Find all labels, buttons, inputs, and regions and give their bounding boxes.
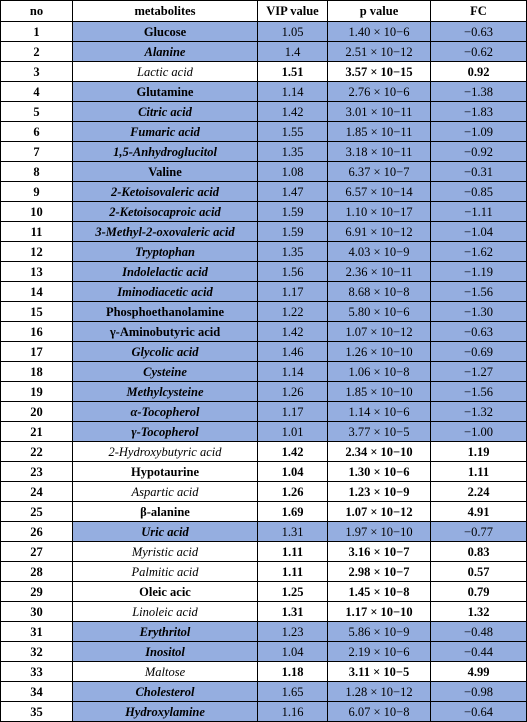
row-number-cell: 19 [1, 382, 73, 402]
vip-value-cell: 1.05 [258, 22, 328, 42]
header-metabolites: metabolites [73, 1, 258, 22]
vip-value-cell: 1.26 [258, 382, 328, 402]
vip-value-cell: 1.59 [258, 222, 328, 242]
fc-value-cell: −1.56 [431, 282, 527, 302]
vip-value-cell: 1.51 [258, 62, 328, 82]
metabolite-name-cell: Maltose [73, 662, 258, 682]
p-value-cell: 3.18 × 10−11 [328, 142, 431, 162]
table-row [1, 522, 527, 542]
fc-value-cell: −1.11 [431, 202, 527, 222]
vip-value-cell: 1.18 [258, 662, 328, 682]
row-number-cell: 18 [1, 362, 73, 382]
table-row [1, 82, 527, 102]
p-value-cell: 2.36 × 10−11 [328, 262, 431, 282]
fc-value-cell: 4.91 [431, 502, 527, 522]
p-value-cell: 2.76 × 10−6 [328, 82, 431, 102]
row-number-cell: 30 [1, 602, 73, 622]
table-row [1, 502, 527, 522]
vip-value-cell: 1.26 [258, 482, 328, 502]
table-row [1, 362, 527, 382]
fc-value-cell: −1.62 [431, 242, 527, 262]
table-row [1, 162, 527, 182]
metabolite-name-cell: Cysteine [73, 362, 258, 382]
vip-value-cell: 1.56 [258, 262, 328, 282]
row-number-cell: 26 [1, 522, 73, 542]
fc-value-cell: −0.31 [431, 162, 527, 182]
row-number-cell: 15 [1, 302, 73, 322]
table-row [1, 202, 527, 222]
header-no: no [1, 1, 73, 22]
p-value-cell: 1.85 × 10−10 [328, 382, 431, 402]
metabolite-name-cell: Hypotaurine [73, 462, 258, 482]
vip-value-cell: 1.16 [258, 702, 328, 722]
p-value-cell: 2.51 × 10−12 [328, 42, 431, 62]
fc-value-cell: −1.00 [431, 422, 527, 442]
p-value-cell: 6.57 × 10−14 [328, 182, 431, 202]
table-row [1, 582, 527, 602]
p-value-cell: 1.30 × 10−6 [328, 462, 431, 482]
p-value-cell: 4.03 × 10−9 [328, 242, 431, 262]
table-row [1, 102, 527, 122]
table-row [1, 542, 527, 562]
p-value-cell: 1.85 × 10−11 [328, 122, 431, 142]
fc-value-cell: 1.32 [431, 602, 527, 622]
metabolite-name-cell: 3-Methyl-2-oxovaleric acid [73, 222, 258, 242]
p-value-cell: 3.01 × 10−11 [328, 102, 431, 122]
p-value-cell: 2.19 × 10−6 [328, 642, 431, 662]
row-number-cell: 20 [1, 402, 73, 422]
p-value-cell: 2.98 × 10−7 [328, 562, 431, 582]
metabolite-name-cell: Alanine [73, 42, 258, 62]
table-row [1, 322, 527, 342]
metabolite-name-cell: Uric acid [73, 522, 258, 542]
row-number-cell: 7 [1, 142, 73, 162]
fc-value-cell: −0.44 [431, 642, 527, 662]
table-row [1, 22, 527, 42]
row-number-cell: 16 [1, 322, 73, 342]
metabolite-name-cell: Phosphoethanolamine [73, 302, 258, 322]
metabolite-name-cell: Glycolic acid [73, 342, 258, 362]
vip-value-cell: 1.47 [258, 182, 328, 202]
vip-value-cell: 1.14 [258, 82, 328, 102]
metabolite-name-cell: Citric acid [73, 102, 258, 122]
fc-value-cell: 1.19 [431, 442, 527, 462]
vip-value-cell: 1.42 [258, 442, 328, 462]
row-number-cell: 35 [1, 702, 73, 722]
vip-value-cell: 1.11 [258, 542, 328, 562]
row-number-cell: 32 [1, 642, 73, 662]
p-value-cell: 6.91 × 10−12 [328, 222, 431, 242]
vip-value-cell: 1.17 [258, 402, 328, 422]
table-row [1, 402, 527, 422]
table-row [1, 462, 527, 482]
fc-value-cell: 0.83 [431, 542, 527, 562]
row-number-cell: 6 [1, 122, 73, 142]
fc-value-cell: −0.64 [431, 702, 527, 722]
fc-value-cell: −0.69 [431, 342, 527, 362]
row-number-cell: 1 [1, 22, 73, 42]
table-row [1, 562, 527, 582]
metabolite-name-cell: Cholesterol [73, 682, 258, 702]
table-row [1, 702, 527, 722]
table-row [1, 142, 527, 162]
fc-value-cell: −1.38 [431, 82, 527, 102]
row-number-cell: 27 [1, 542, 73, 562]
fc-value-cell: −0.92 [431, 142, 527, 162]
metabolite-name-cell: Inositol [73, 642, 258, 662]
row-number-cell: 24 [1, 482, 73, 502]
row-number-cell: 34 [1, 682, 73, 702]
fc-value-cell: −0.85 [431, 182, 527, 202]
metabolite-name-cell: Methylcysteine [73, 382, 258, 402]
vip-value-cell: 1.23 [258, 622, 328, 642]
metabolite-name-cell: Glutamine [73, 82, 258, 102]
table-row [1, 282, 527, 302]
fc-value-cell: −0.63 [431, 322, 527, 342]
header-fc: FC [431, 1, 527, 22]
table-row [1, 122, 527, 142]
table-row [1, 62, 527, 82]
p-value-cell: 3.16 × 10−7 [328, 542, 431, 562]
table-row [1, 342, 527, 362]
p-value-cell: 1.10 × 10−17 [328, 202, 431, 222]
vip-value-cell: 1.35 [258, 242, 328, 262]
table-row [1, 642, 527, 662]
row-number-cell: 8 [1, 162, 73, 182]
p-value-cell: 1.14 × 10−6 [328, 402, 431, 422]
vip-value-cell: 1.35 [258, 142, 328, 162]
p-value-cell: 3.11 × 10−5 [328, 662, 431, 682]
fc-value-cell: −1.32 [431, 402, 527, 422]
p-value-cell: 6.37 × 10−7 [328, 162, 431, 182]
table-row [1, 422, 527, 442]
metabolite-name-cell: Palmitic acid [73, 562, 258, 582]
fc-value-cell: −1.04 [431, 222, 527, 242]
vip-value-cell: 1.55 [258, 122, 328, 142]
p-value-cell: 1.45 × 10−8 [328, 582, 431, 602]
p-value-cell: 6.07 × 10−8 [328, 702, 431, 722]
row-number-cell: 28 [1, 562, 73, 582]
row-number-cell: 23 [1, 462, 73, 482]
vip-value-cell: 1.42 [258, 102, 328, 122]
fc-value-cell: −1.56 [431, 382, 527, 402]
table-row [1, 622, 527, 642]
fc-value-cell: −1.30 [431, 302, 527, 322]
row-number-cell: 14 [1, 282, 73, 302]
fc-value-cell: −0.63 [431, 22, 527, 42]
fc-value-cell: 2.24 [431, 482, 527, 502]
table-row [1, 382, 527, 402]
row-number-cell: 22 [1, 442, 73, 462]
metabolite-name-cell: β-alanine [73, 502, 258, 522]
fc-value-cell: −0.48 [431, 622, 527, 642]
vip-value-cell: 1.22 [258, 302, 328, 322]
p-value-cell: 1.26 × 10−10 [328, 342, 431, 362]
fc-value-cell: 0.79 [431, 582, 527, 602]
header-vip-value: VIP value [258, 1, 328, 22]
metabolite-name-cell: 2-Ketoisocaproic acid [73, 202, 258, 222]
vip-value-cell: 1.4 [258, 42, 328, 62]
p-value-cell: 1.28 × 10−12 [328, 682, 431, 702]
fc-value-cell: 4.99 [431, 662, 527, 682]
vip-value-cell: 1.01 [258, 422, 328, 442]
fc-value-cell: 0.57 [431, 562, 527, 582]
vip-value-cell: 1.65 [258, 682, 328, 702]
metabolite-name-cell: 2-Ketoisovaleric acid [73, 182, 258, 202]
table-row [1, 442, 527, 462]
row-number-cell: 5 [1, 102, 73, 122]
metabolite-name-cell: Hydroxylamine [73, 702, 258, 722]
metabolite-name-cell: Indolelactic acid [73, 262, 258, 282]
vip-value-cell: 1.42 [258, 322, 328, 342]
table-row [1, 682, 527, 702]
p-value-cell: 1.17 × 10−10 [328, 602, 431, 622]
row-number-cell: 13 [1, 262, 73, 282]
row-number-cell: 3 [1, 62, 73, 82]
fc-value-cell: −1.83 [431, 102, 527, 122]
p-value-cell: 2.34 × 10−10 [328, 442, 431, 462]
metabolite-name-cell: γ-Aminobutyric acid [73, 322, 258, 342]
metabolite-name-cell: Aspartic acid [73, 482, 258, 502]
fc-value-cell: −1.19 [431, 262, 527, 282]
fc-value-cell: −0.98 [431, 682, 527, 702]
header-p-value: p value [328, 1, 431, 22]
table-row [1, 222, 527, 242]
row-number-cell: 10 [1, 202, 73, 222]
row-number-cell: 4 [1, 82, 73, 102]
table-row [1, 302, 527, 322]
vip-value-cell: 1.59 [258, 202, 328, 222]
p-value-cell: 1.07 × 10−12 [328, 322, 431, 342]
p-value-cell: 1.40 × 10−6 [328, 22, 431, 42]
vip-value-cell: 1.25 [258, 582, 328, 602]
header-row [1, 1, 527, 22]
row-number-cell: 21 [1, 422, 73, 442]
table-row [1, 42, 527, 62]
vip-value-cell: 1.04 [258, 642, 328, 662]
row-number-cell: 25 [1, 502, 73, 522]
metabolite-name-cell: Iminodiacetic acid [73, 282, 258, 302]
metabolite-name-cell: α-Tocopherol [73, 402, 258, 422]
vip-value-cell: 1.17 [258, 282, 328, 302]
p-value-cell: 1.07 × 10−12 [328, 502, 431, 522]
table-row [1, 182, 527, 202]
fc-value-cell: −0.77 [431, 522, 527, 542]
fc-value-cell: −1.09 [431, 122, 527, 142]
p-value-cell: 1.06 × 10−8 [328, 362, 431, 382]
row-number-cell: 12 [1, 242, 73, 262]
vip-value-cell: 1.46 [258, 342, 328, 362]
fc-value-cell: 0.92 [431, 62, 527, 82]
p-value-cell: 1.23 × 10−9 [328, 482, 431, 502]
table-row [1, 242, 527, 262]
metabolite-name-cell: γ-Tocopherol [73, 422, 258, 442]
table-row [1, 262, 527, 282]
row-number-cell: 11 [1, 222, 73, 242]
metabolite-name-cell: Fumaric acid [73, 122, 258, 142]
vip-value-cell: 1.31 [258, 602, 328, 622]
vip-value-cell: 1.04 [258, 462, 328, 482]
table-row [1, 602, 527, 622]
fc-value-cell: −0.62 [431, 42, 527, 62]
p-value-cell: 5.86 × 10−9 [328, 622, 431, 642]
metabolite-name-cell: Valine [73, 162, 258, 182]
vip-value-cell: 1.31 [258, 522, 328, 542]
vip-value-cell: 1.14 [258, 362, 328, 382]
row-number-cell: 31 [1, 622, 73, 642]
metabolite-name-cell: Linoleic acid [73, 602, 258, 622]
metabolite-name-cell: 1,5-Anhydroglucitol [73, 142, 258, 162]
metabolite-name-cell: Tryptophan [73, 242, 258, 262]
metabolite-name-cell: Glucose [73, 22, 258, 42]
metabolite-name-cell: Erythritol [73, 622, 258, 642]
row-number-cell: 9 [1, 182, 73, 202]
p-value-cell: 3.77 × 10−5 [328, 422, 431, 442]
row-number-cell: 29 [1, 582, 73, 602]
p-value-cell: 3.57 × 10−15 [328, 62, 431, 82]
fc-value-cell: 1.11 [431, 462, 527, 482]
table-row [1, 482, 527, 502]
vip-value-cell: 1.11 [258, 562, 328, 582]
row-number-cell: 33 [1, 662, 73, 682]
p-value-cell: 5.80 × 10−6 [328, 302, 431, 322]
vip-value-cell: 1.69 [258, 502, 328, 522]
row-number-cell: 2 [1, 42, 73, 62]
table-body [1, 22, 527, 722]
fc-value-cell: −1.27 [431, 362, 527, 382]
metabolite-name-cell: Oleic acic [73, 582, 258, 602]
table-row [1, 662, 527, 682]
metabolite-name-cell: Lactic acid [73, 62, 258, 82]
vip-value-cell: 1.08 [258, 162, 328, 182]
p-value-cell: 8.68 × 10−8 [328, 282, 431, 302]
metabolite-name-cell: Myristic acid [73, 542, 258, 562]
p-value-cell: 1.97 × 10−10 [328, 522, 431, 542]
metabolite-name-cell: 2-Hydroxybutyric acid [73, 442, 258, 462]
row-number-cell: 17 [1, 342, 73, 362]
